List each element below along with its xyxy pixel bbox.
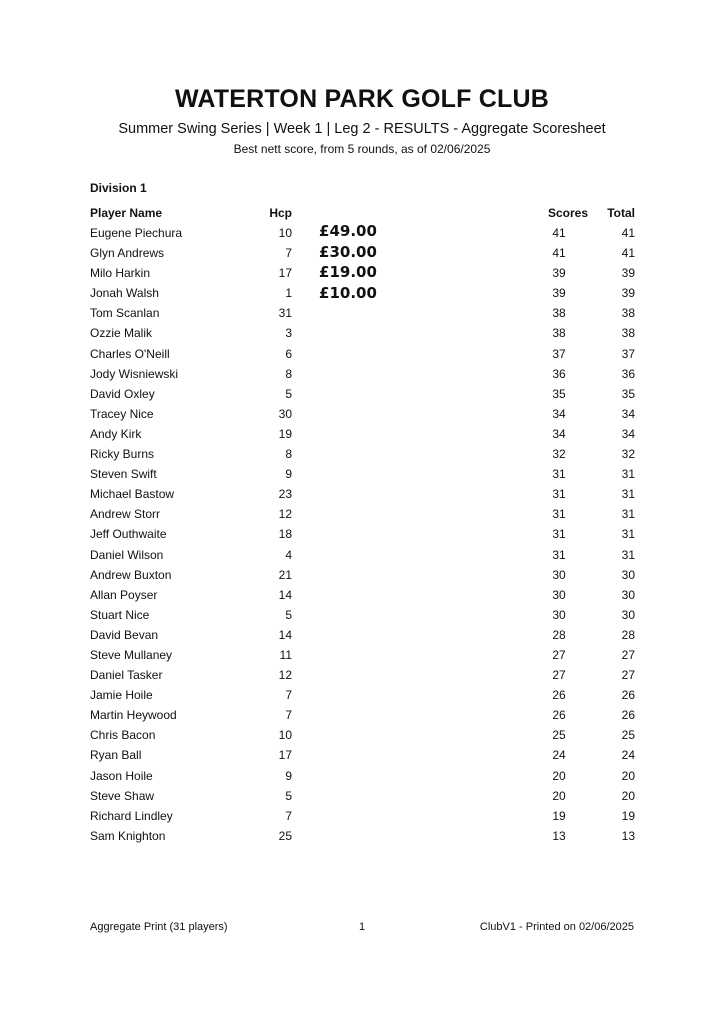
player-hcp: 18	[278, 527, 292, 542]
player-scores: 31	[552, 547, 566, 562]
player-hcp: 8	[285, 447, 292, 462]
table-row	[0, 507, 724, 527]
player-total: 27	[621, 668, 635, 683]
player-name: Eugene Piechura	[90, 226, 183, 240]
player-name: Andrew Storr	[90, 507, 161, 522]
table-row	[0, 306, 724, 326]
player-total: 35	[621, 386, 635, 401]
player-name: Andrew Buxton	[90, 567, 172, 582]
player-name: Tracey Nice	[90, 406, 154, 421]
column-header-scores: Scores	[547, 206, 589, 220]
player-total: 34	[621, 426, 635, 441]
division-heading: Division 1	[90, 181, 147, 195]
player-hcp: 11	[279, 647, 292, 662]
table-row	[0, 748, 724, 768]
player-scores: 25	[552, 728, 566, 743]
table-row	[0, 487, 724, 507]
player-hcp: 8	[285, 366, 292, 381]
player-total: 38	[621, 326, 635, 341]
player-scores: 30	[552, 587, 566, 602]
player-name: Jason Hoile	[90, 768, 153, 783]
player-hcp: 10	[278, 728, 292, 743]
table-row	[0, 266, 724, 286]
player-total: 32	[621, 447, 635, 462]
table-row	[0, 789, 724, 809]
player-scores: 34	[552, 406, 566, 421]
player-name: Steven Swift	[90, 467, 157, 482]
player-total: 26	[621, 708, 635, 723]
table-row	[0, 427, 724, 447]
table-row	[0, 668, 724, 688]
table-row	[0, 548, 724, 568]
player-hcp: 6	[285, 346, 292, 361]
player-total: 26	[621, 688, 635, 703]
table-row	[0, 568, 724, 588]
player-total: 31	[621, 467, 635, 482]
player-name: Jamie Hoile	[90, 688, 153, 703]
player-scores: 20	[552, 768, 566, 783]
player-scores: 35	[552, 386, 566, 401]
player-hcp: 5	[285, 788, 292, 803]
player-total: 31	[621, 487, 635, 502]
player-total: 31	[621, 547, 635, 562]
player-scores: 32	[552, 447, 566, 462]
player-name: Ryan Ball	[90, 748, 142, 763]
player-total: 28	[621, 627, 635, 642]
player-total: 31	[621, 507, 635, 522]
player-total: 31	[621, 527, 635, 542]
player-hcp: 14	[278, 627, 292, 642]
player-total: 41	[621, 246, 635, 261]
player-hcp: 7	[285, 708, 292, 723]
player-total: 37	[621, 346, 635, 361]
player-scores: 30	[552, 567, 566, 582]
table-row	[0, 769, 724, 789]
player-scores: 31	[552, 527, 566, 542]
table-row	[0, 527, 724, 547]
page-title: WATERTON PARK GOLF CLUB	[174, 85, 550, 113]
player-hcp: 17	[278, 748, 292, 763]
player-name: Andy Kirk	[90, 426, 142, 441]
player-scores: 26	[552, 688, 566, 703]
player-name: Jonah Walsh	[90, 286, 159, 301]
results-table	[0, 226, 724, 849]
player-scores: 13	[552, 828, 566, 843]
player-hcp: 12	[278, 668, 292, 683]
player-total: 36	[621, 366, 635, 381]
player-name: David Bevan	[90, 627, 159, 642]
player-scores: 26	[552, 708, 566, 723]
player-hcp: 14	[278, 587, 292, 602]
player-scores: 36	[552, 366, 566, 381]
player-scores: 41	[552, 226, 566, 240]
player-name: Ozzie Malik	[90, 326, 153, 341]
player-total: 39	[621, 286, 635, 301]
player-scores: 39	[552, 266, 566, 281]
footer-player-count: Aggregate Print (31 players)	[90, 921, 228, 933]
player-scores: 24	[552, 748, 566, 763]
player-name: Jeff Outhwaite	[90, 527, 167, 542]
table-row	[0, 246, 724, 266]
player-name: Tom Scanlan	[90, 306, 160, 321]
player-total: 41	[621, 226, 635, 240]
table-row	[0, 608, 724, 628]
table-row	[0, 588, 724, 608]
player-hcp: 7	[285, 808, 292, 823]
scoring-note: Best nett score, from 5 rounds, as of 02/06/2025	[233, 142, 491, 156]
player-total: 24	[621, 748, 635, 763]
player-total: 20	[621, 768, 635, 783]
player-total: 19	[621, 808, 635, 823]
player-name: Jody Wisniewski	[90, 366, 179, 381]
player-hcp: 9	[285, 467, 292, 482]
player-scores: 20	[552, 788, 566, 803]
player-hcp: 1	[285, 286, 292, 301]
player-total: 20	[621, 788, 635, 803]
player-total: 30	[621, 607, 635, 622]
table-row	[0, 688, 724, 708]
player-name: Steve Mullaney	[90, 647, 173, 662]
table-row	[0, 387, 724, 407]
player-hcp: 5	[285, 607, 292, 622]
player-scores: 38	[552, 306, 566, 321]
table-row	[0, 447, 724, 467]
player-hcp: 30	[278, 406, 292, 421]
table-row	[0, 326, 724, 346]
player-scores: 27	[552, 647, 566, 662]
player-hcp: 9	[285, 768, 292, 783]
player-hcp: 31	[278, 306, 292, 321]
player-total: 30	[621, 567, 635, 582]
table-row	[0, 467, 724, 487]
player-name: Daniel Tasker	[90, 668, 163, 683]
player-hcp: 25	[278, 828, 292, 843]
player-scores: 28	[552, 627, 566, 642]
player-hcp: 10	[278, 226, 292, 240]
player-hcp: 7	[285, 246, 292, 261]
player-name: Milo Harkin	[90, 266, 151, 281]
prize-amount: £10.00	[319, 283, 377, 302]
table-row	[0, 809, 724, 829]
player-hcp: 7	[285, 688, 292, 703]
player-name: Stuart Nice	[90, 607, 150, 622]
player-name: Michael Bastow	[90, 487, 175, 502]
player-name: Ricky Burns	[90, 447, 155, 462]
player-name: Charles O'Neill	[90, 346, 170, 361]
player-hcp: 21	[278, 567, 292, 582]
table-row	[0, 829, 724, 849]
table-row	[0, 367, 724, 387]
prize-amount: £49.00	[319, 222, 377, 240]
player-name: Martin Heywood	[90, 708, 177, 723]
player-total: 30	[621, 587, 635, 602]
player-total: 38	[621, 306, 635, 321]
table-row	[0, 407, 724, 427]
column-header-hcp: Hcp	[269, 206, 292, 220]
table-row	[0, 648, 724, 668]
prize-amount: £19.00	[319, 263, 377, 282]
player-total: 34	[621, 406, 635, 421]
table-row	[0, 347, 724, 367]
player-hcp: 19	[278, 426, 292, 441]
player-scores: 19	[552, 808, 566, 823]
player-scores: 31	[552, 467, 566, 482]
column-header-total: Total	[607, 206, 635, 220]
player-hcp: 3	[285, 326, 292, 341]
player-hcp: 12	[278, 507, 292, 522]
player-total: 13	[621, 828, 635, 843]
page-subtitle: Summer Swing Series | Week 1 | Leg 2 - RESULTS - Aggregate Scoresheet	[118, 121, 606, 137]
player-total: 25	[621, 728, 635, 743]
player-scores: 27	[552, 668, 566, 683]
player-hcp: 4	[285, 547, 292, 562]
player-scores: 37	[552, 346, 566, 361]
player-scores: 39	[552, 286, 566, 301]
player-name: Richard Lindley	[90, 808, 173, 823]
player-scores: 31	[552, 487, 566, 502]
table-row	[0, 628, 724, 648]
player-name: Steve Shaw	[90, 788, 155, 803]
prize-amount: £30.00	[319, 242, 377, 261]
player-scores: 34	[552, 426, 566, 441]
footer-printed-on: ClubV1 - Printed on 02/06/2025	[479, 921, 634, 933]
table-row	[0, 708, 724, 728]
player-scores: 38	[552, 326, 566, 341]
player-scores: 30	[552, 607, 566, 622]
player-total: 27	[621, 647, 635, 662]
player-scores: 41	[552, 246, 566, 261]
player-scores: 31	[552, 507, 566, 522]
column-header-player-name: Player Name	[90, 206, 163, 220]
table-row	[0, 283, 724, 306]
player-name: Daniel Wilson	[90, 547, 164, 562]
player-name: Allan Poyser	[90, 587, 158, 602]
player-name: Sam Knighton	[90, 828, 166, 843]
player-name: David Oxley	[90, 386, 155, 401]
player-hcp: 5	[285, 386, 292, 401]
table-row	[0, 226, 724, 246]
player-total: 39	[621, 266, 635, 281]
page-number: 1	[358, 921, 366, 933]
player-hcp: 17	[278, 266, 292, 281]
player-name: Chris Bacon	[90, 728, 156, 743]
player-hcp: 23	[278, 487, 292, 502]
player-name: Glyn Andrews	[90, 246, 165, 261]
table-row	[0, 728, 724, 748]
